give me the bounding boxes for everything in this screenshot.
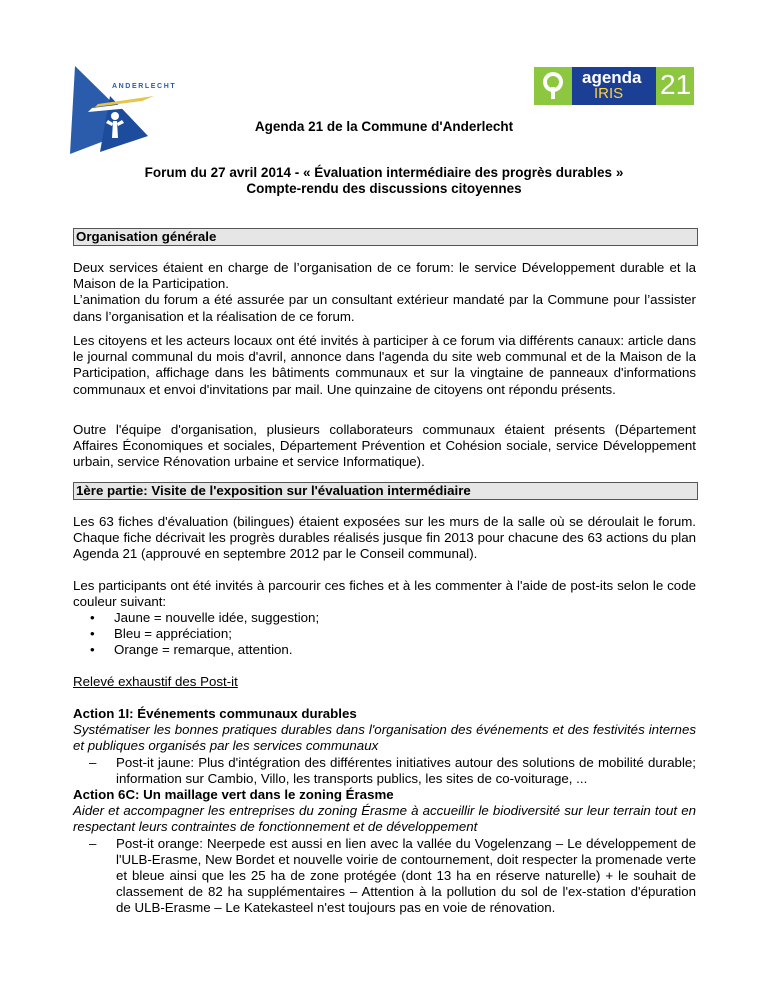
agenda-iris-21-logo <box>534 67 694 105</box>
action-1i <box>73 706 696 787</box>
org-p1b: L’animation du forum a été assurée par un consultant extérieur mandaté par la Commune pour l’assister dans l’organisation et la réalisation de ce forum. <box>73 292 696 324</box>
subtitle-line-2: Compte-rendu des discussions citoyennes <box>246 181 522 196</box>
part1-paragraph-2: Les participants ont été invités à parcourir ces fiches et à les commenter à l'aide de post-its selon le code couleur suivant: <box>73 578 696 610</box>
org-paragraph-3: Outre l'équipe d'organisation, plusieurs collaborateurs communaux étaient présents (Département Affaires Économiques et sociales, Département Prévention et Cohésion sociale, service Développement urbain, service Rénovation urbaine et service Informatique). <box>73 422 696 470</box>
subtitle-line-1: Forum du 27 avril 2014 - « Évaluation intermédiaire des progrès durables » <box>144 165 624 180</box>
releve-heading-wrap <box>73 674 696 690</box>
document-title: Agenda 21 de la Commune d'Anderlecht <box>254 119 514 134</box>
anderlecht-logo-text: ANDERLECHT <box>112 83 177 90</box>
list-item: • Jaune = nouvelle idée, suggestion; <box>90 610 319 626</box>
action-1i-desc: Systématiser les bonnes pratiques durables dans l'organisation des événements et des festivités internes et publiques organisés par les services communaux <box>73 722 696 754</box>
org-p1a: Deux services étaient en charge de l’organisation de ce forum: le service Développement durable et la Maison de la Participation. <box>73 260 696 292</box>
org-paragraph-1 <box>73 260 696 325</box>
action-1i-title: Action 1I: Événements communaux durables <box>73 706 357 721</box>
agenda-logo-top: agenda <box>582 68 642 87</box>
document-subtitle <box>0 165 768 197</box>
releve-heading: Relevé exhaustif des Post-it <box>73 674 238 689</box>
color-code-list <box>90 610 319 659</box>
agenda-logo-number: 21 <box>660 69 692 100</box>
postit-item <box>89 755 696 787</box>
action-6c-title: Action 6C: Un maillage vert dans le zoning Érasme <box>73 787 394 802</box>
org-paragraph-2: Les citoyens et les acteurs locaux ont été invités à participer à ce forum via différents canaux: article dans le journal communal du mois d'avril, annonce dans l'agenda du site web communal et de la Maison de la Participation, affichage dans les bâtiments communaux et sur la vingtaine de panneaux d'informations communaux et envoi d'invitations par mail. Une quinzaine de citoyens ont répondu présents. <box>73 333 696 397</box>
list-item: • Bleu = appréciation; <box>90 626 319 642</box>
list-item: • Orange = remarque, attention. <box>90 642 319 658</box>
section-heading-part1: 1ère partie: Visite de l'exposition sur l'évaluation intermédiaire <box>73 482 698 500</box>
anderlecht-logo <box>70 66 190 154</box>
postit-text: Post-it jaune: Plus d'intégration des différentes initiatives autour des solutions de mobilité durable; information sur Cambio, Villo, les transports publics, les sites de co-voiturage, ... <box>116 754 696 786</box>
part1-paragraph-1: Les 63 fiches d'évaluation (bilingues) étaient exposées sur les murs de la salle où se déroulait le forum. Chaque fiche décrivait les progrès durables réalisés jusque fin 2013 pour chacune des 63 actions du plan Agenda 21 (approuvé en septembre 2012 par le Conseil communal). <box>73 514 696 562</box>
agenda-logo-bottom: IRIS <box>594 85 624 102</box>
action-6c <box>73 787 696 917</box>
section-heading-organisation: Organisation générale <box>73 228 698 246</box>
dash-marker: – <box>89 835 97 851</box>
postit-item <box>89 836 696 917</box>
action-6c-desc: Aider et accompagner les entreprises du zoning Érasme à accueillir le biodiversité sur leur terrain tout en respectant leurs contraintes de fonctionnement et de développement <box>73 803 696 835</box>
postit-text: Post-it orange: Neerpede est aussi en lien avec la vallée du Vogelenzang – Le développement de l'ULB-Erasme, New Bordet et nouvelle voirie de contournement, doit respecter la promenade verte et bleue ainsi que les 25 ha de zone protégée (dont 13 ha en réserve naturelle) + le souhait de classement de 82 ha supplémentaires – Attention à la pollution du sol de l'ex-station d'épuration de ULB-Erasme – Le Katekasteel n'est toujours pas en voie de rénovation. <box>116 835 696 916</box>
dash-marker: – <box>89 754 97 770</box>
